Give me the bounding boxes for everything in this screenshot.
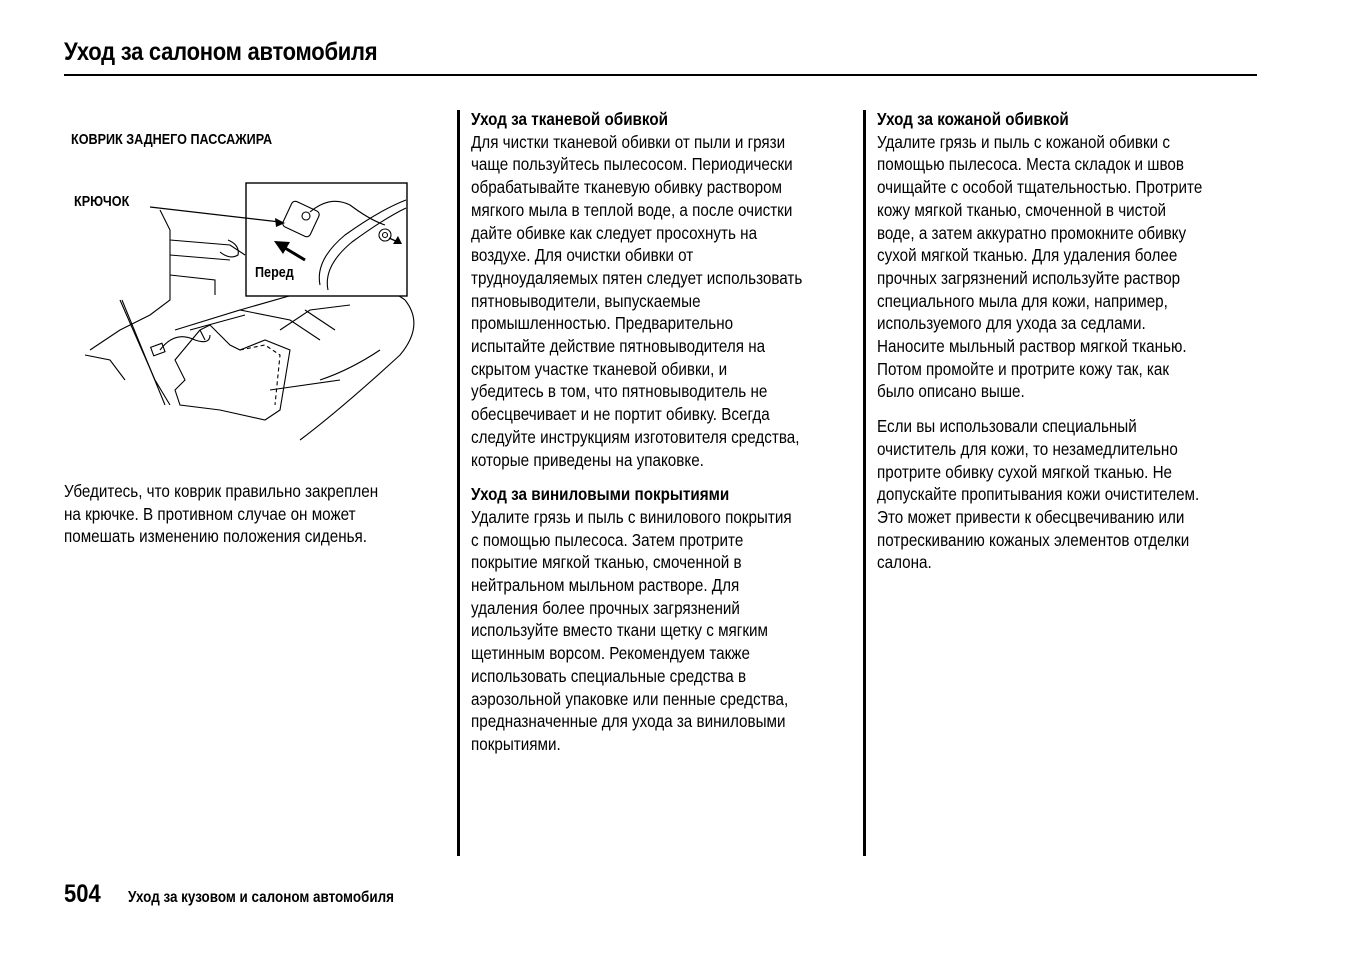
text-line: допускайте пропитывания кожи очистителем. [877,484,1200,505]
text-line: промышленностью. Предварительно [471,313,734,334]
text-line: убедитесь в том, что пятновыводитель не [471,381,768,402]
text-line: используйте вместо ткани щетку с мягким [471,620,768,641]
text-line: очиститель для кожи, то незамедлительно [877,438,1178,459]
column-divider [457,110,460,856]
text-line: нейтральном мыльном растворе. Для [471,575,740,596]
text-line: удаления более прочных загрязнений [471,597,740,618]
text-line: которые приведены на упаковке. [471,449,704,470]
right-column [877,108,1251,574]
hook-label: КРЮЧОК [74,193,130,210]
text-line: покрытие мягкой тканью, смоченной в [471,552,742,573]
text-line: испытайте действие пятновыводителя на [471,336,766,357]
text-line: очищайте с особой тщательностью. Протрите [877,177,1203,198]
text-line: скрытом участке тканевой обивки, и [471,358,728,379]
column-divider [863,110,866,856]
text-line: щетинным ворсом. Рекомендуем также [471,643,750,664]
text-line: покрытиями. [471,733,561,754]
text-line: обесцвечивает и не портит обивку. Всегда [471,404,770,425]
text-line: пятновыводители, выпускаемые [471,290,701,311]
page-title: Уход за салоном автомобиля [64,38,378,66]
text-line: на крючке. В противном случае он может [64,503,356,524]
text-line: Если вы использовали специальный [877,416,1137,437]
text-line: Для чистки тканевой обивки от пыли и грязи [471,131,786,152]
text-line: было описано выше. [877,381,1025,402]
text-line: трудноудаляемых пятен следует использовать [471,267,803,288]
text-line: с помощью пылесоса. Затем протрите [471,529,744,550]
text-line: предназначенные для ухода за виниловыми [471,711,786,732]
text-line: использовать специальные средства в [471,665,747,686]
text-line: специального мыла для кожи, например, [877,290,1168,311]
text-line: кожу мягкой тканью, смоченной в чистой [877,199,1167,220]
text-line: дайте обивке как следует просохнуть на [471,222,758,243]
fabric-heading: Уход за тканевой обивкой [471,109,669,129]
text-line: воде, а затем аккуратно промокните обивку [877,222,1187,243]
text-line: Удалите грязь и пыль с кожаной обивки с [877,131,1170,152]
text-line: сухой мягкой тканью. Для удаления более [877,245,1178,266]
text-line: используемого для ухода за седлами. [877,313,1146,334]
mat-note [64,480,438,548]
text-line: прочных загрязнений используйте раствор [877,267,1181,288]
text-line: протрите обивку сухой мягкой тканью. Не [877,461,1173,482]
text-line: Удалите грязь и пыль с винилового покрытия [471,506,792,527]
text-line: салона. [877,552,932,573]
text-line: Наносите мыльный раствор мягкой тканью. [877,336,1187,357]
footer-section-title: Уход за кузовом и салоном автомобиля [128,889,394,906]
text-line: аэрозольной упаковке или пенные средства, [471,688,789,709]
text-line: потрескиванию кожаных элементов отделки [877,529,1190,550]
text-line: помощью пылесоса. Места складок и швов [877,154,1184,175]
text-line: Потом промойте и протрите кожу так, как [877,358,1170,379]
text-line: Убедитесь, что коврик правильно закреплен [64,481,379,501]
text-line: помешать изменению положения сиденья. [64,526,368,547]
title-rule [64,74,1257,76]
text-line: следуйте инструкциям изготовителя средства, [471,426,800,447]
figure-caption: КОВРИК ЗАДНЕГО ПАССАЖИРА [71,131,273,148]
vinyl-heading: Уход за виниловыми покрытиями [471,484,730,505]
text-line: Это может привести к обесцвечиванию или [877,506,1185,527]
text-line: воздухе. Для очистки обивки от [471,245,694,266]
middle-column [471,108,845,756]
floor-mat-illustration [80,180,425,450]
page-number: 504 [64,880,101,908]
text-line: мягкого мыла в теплой воде, а после очистки [471,199,793,220]
leather-heading: Уход за кожаной обивкой [877,109,1069,129]
text-line: обрабатывайте тканевую обивку раствором [471,177,783,198]
text-line: чаще пользуйтесь пылесосом. Периодически [471,154,793,175]
front-label: Перед [255,264,294,281]
